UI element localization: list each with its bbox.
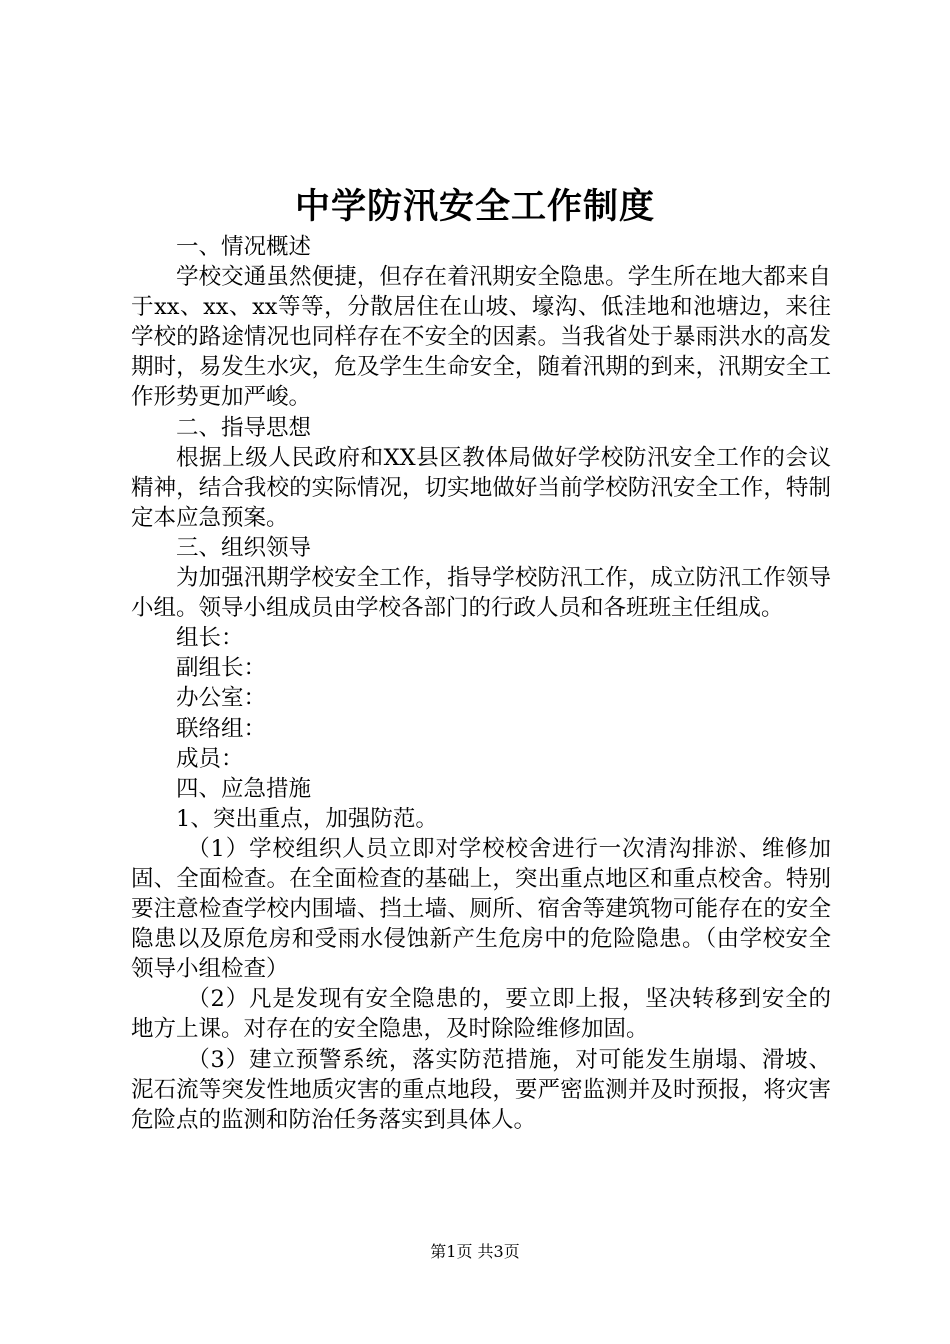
- role-line-office: 办公室：: [176, 685, 267, 712]
- section-heading: 四、应急措施: [176, 775, 312, 802]
- paragraph: 学校交通虽然便捷，但存在着汛期安全隐患。学生所在地大都来自于xx、xx、xx等等，分散居住在山坡、壕沟、低洼地和池塘边，来往学校的路途情况也同样存在不安全的因素。当我省处于暴雨洪水的高发期时，易发生水灾，危及学生生命安全，随着汛期的到来，汛期安全工作形势更加严峻。: [131, 264, 831, 411]
- numbered-paragraph: （3）建立预警系统，落实防范措施，对可能发生崩塌、滑坡、泥石流等突发性地质灾害的重点地段，要严密监测并及时预报，将灾害危险点的监测和防治任务落实到具体人。: [131, 1046, 831, 1133]
- document-body: [131, 232, 831, 1135]
- role-line-members: 成员：: [176, 745, 244, 772]
- section-heading: 三、组织领导: [176, 534, 312, 561]
- role-line-liaison: 联络组：: [176, 715, 267, 742]
- numbered-paragraph: （2）凡是发现有安全隐患的，要立即上报，坚决转移到安全的地方上课。对存在的安全隐患，及时除险维修加固。: [131, 986, 831, 1043]
- paragraph: 根据上级人民政府和XX县区教体局做好学校防汛安全工作的会议精神，结合我校的实际情况，切实地做好当前学校防汛安全工作，特制定本应急预案。: [131, 444, 831, 531]
- numbered-paragraph: （1）学校组织人员立即对学校校舍进行一次清沟排淤、维修加固、全面检查。在全面检查的基础上，突出重点地区和重点校舍。特别要注意检查学校内围墙、挡土墙、厕所、宿舍等建筑物可能存在的安全隐患以及原危房和受雨水侵蚀新产生危房中的危险隐患。（由学校安全领导小组检查）: [131, 835, 831, 983]
- subsection-heading: 1、突出重点，加强防范。: [176, 805, 438, 832]
- paragraph: 为加强汛期学校安全工作，指导学校防汛工作，成立防汛工作领导小组。领导小组成员由学校各部门的行政人员和各班班主任组成。: [131, 565, 831, 622]
- section-heading: 一、情况概述: [176, 234, 312, 260]
- document-title: 中学防汛安全工作制度: [294, 186, 655, 227]
- section-heading: 二、指导思想: [176, 414, 312, 441]
- role-line-deputy-leader: 副组长：: [176, 655, 267, 682]
- page-footer: 第1页 共3页: [430, 1242, 520, 1261]
- role-line-leader: 组长：: [176, 625, 244, 652]
